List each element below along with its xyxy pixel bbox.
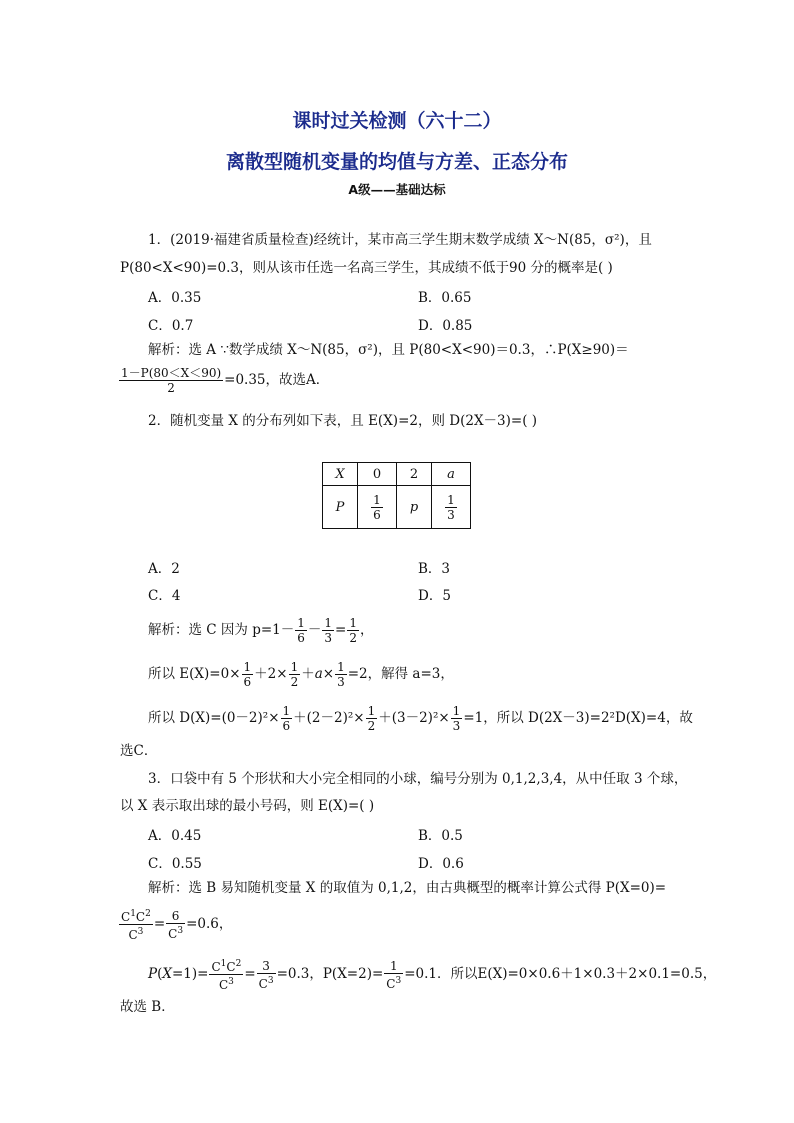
table-cell: $\frac{1}{6}$ [358, 486, 397, 529]
q2-stem: 2．随机变量 X 的分布列如下表，且 E(X)=2，则 D(2X－3)=( ) [148, 413, 538, 429]
q1-option-c: C．0.7 [148, 318, 194, 334]
q1-option-d: D．0.85 [418, 318, 473, 334]
q1-stem-line1: 1．(2019·福建省质量检查)经统计，某市高三学生期末数学成绩 X～N(85，σ²)，且 [148, 232, 652, 248]
q1-option-a: A．0.35 [148, 290, 202, 306]
q3-solution-line3: P(X=1)= $\frac{C^1C^2}{C^3}$ = $\frac{3}{C^3}$ =0.3，P(X=2)= $\frac{1}{C^3}$ =0.1．所以E(X)=0×0.6＋1×0.3＋2×0.1=0.5， [148, 958, 717, 992]
q2-solution-line1: 解析：选 C 因为 p=1－ $\frac{1}{6}$ － $\frac{1}{3}$ = $\frac{1}{2}$ ， [148, 616, 374, 645]
table-row-label: P [323, 486, 358, 529]
q2-option-b: B．3 [418, 561, 451, 577]
q2-solution-line4: 选C． [120, 743, 158, 759]
q1-stem-line2: P(80<X<90)=0.3，则从该市任选一名高三学生，其成绩不低于90 分的概率是( ) [120, 260, 613, 276]
table-header-cell: X [323, 463, 358, 486]
level-heading: A级——基础达标 [348, 182, 446, 197]
q2-option-c: C．4 [148, 588, 181, 604]
q1-solution-fraction: $\frac{1-P(80<X<90)}{2}$ [121, 366, 222, 395]
q3-solution-line1: 解析：选 B 易知随机变量 X 的取值为 0,1,2，由古典概型的概率计算公式得 P(X=0)= [148, 880, 667, 896]
table-cell: $\frac{1}{3}$ [432, 486, 471, 529]
q3-stem-line2: 以 X 表示取出球的最小号码，则 E(X)=( ) [120, 798, 375, 814]
distribution-table [322, 462, 471, 529]
q2-solution-line2: 所以 E(X)=0× $\frac{1}{6}$ ＋2× $\frac{1}{2}$ ＋a× $\frac{1}{3}$ =2，解得 a=3， [148, 660, 454, 689]
q1-option-b: B．0.65 [418, 290, 472, 306]
q2-solution-line3: 所以 D(X)=(0－2)²× $\frac{1}{6}$ ＋(2－2)²× $\frac{1}{2}$ ＋(3－2)²× $\frac{1}{3}$ =1，所以 D(2X－3)=2²D(X)=4，故 [148, 704, 693, 733]
q3-solution-line2: $\frac{C^1C^2}{C^3}$ = $\frac{6}{C^3}$ =0.6， [121, 908, 233, 942]
q2-option-d: D．5 [418, 588, 451, 604]
q1-solution-line2: $\frac{1-P(80<X<90)}{2}$ =0.35，故选A． [121, 366, 330, 395]
q3-option-a: A．0.45 [148, 828, 202, 844]
table-cell: p [397, 486, 432, 529]
table-header-cell: 2 [397, 463, 432, 486]
table-header-cell: 0 [358, 463, 397, 486]
q3-option-c: C．0.55 [148, 856, 202, 872]
q1-solution-line1: 解析：选 A ∵数学成绩 X～N(85，σ²)，且 P(80<X<90)＝0.3，∴P(X≥90)＝ [148, 342, 629, 358]
page-subtitle: 离散型随机变量的均值与方差、正态分布 [225, 151, 568, 173]
q3-option-d: D．0.6 [418, 856, 464, 872]
q3-option-b: B．0.5 [418, 828, 463, 844]
table-header-cell: a [432, 463, 471, 486]
q3-stem-line1: 3．口袋中有 5 个形状和大小完全相同的小球，编号分别为 0,1,2,3,4，从中任取 3 个球， [148, 771, 688, 787]
page-title: 课时过关检测（六十二） [292, 110, 502, 132]
q3-solution-line4: 故选 B． [120, 999, 175, 1015]
q2-option-a: A．2 [148, 561, 180, 577]
